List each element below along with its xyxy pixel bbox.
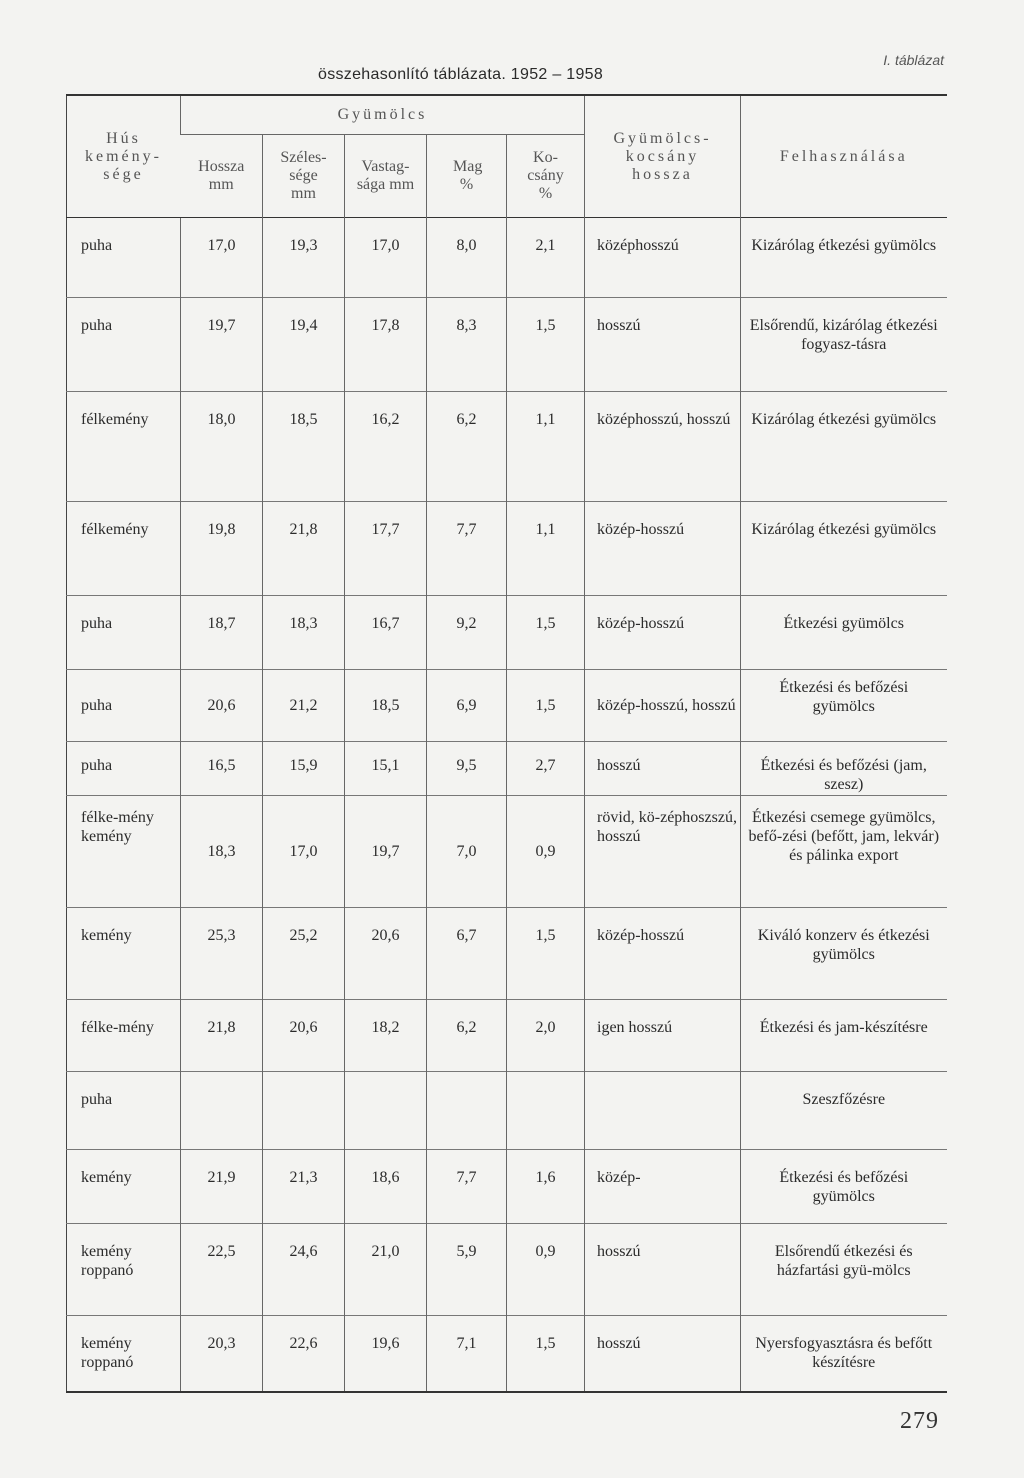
cell-szelessege: 19,4 bbox=[263, 298, 345, 392]
cell-kocsany: 0,9 bbox=[507, 1224, 585, 1316]
header-row-top bbox=[67, 95, 947, 135]
cell-kocsany: 0,9 bbox=[507, 796, 585, 908]
cell-vastagsaga: 18,6 bbox=[345, 1150, 427, 1224]
table-row bbox=[67, 670, 947, 742]
table-row bbox=[67, 1150, 947, 1224]
cell-vastagsaga bbox=[345, 1072, 427, 1150]
cell-hus: puha bbox=[67, 298, 181, 392]
cell-szelessege: 22,6 bbox=[263, 1316, 345, 1392]
cell-hus: kemény roppanó bbox=[67, 1316, 181, 1392]
comparison-table bbox=[66, 94, 947, 1393]
cell-vastagsaga: 19,6 bbox=[345, 1316, 427, 1392]
cell-hossza: 20,6 bbox=[181, 670, 263, 742]
cell-vastagsaga: 16,7 bbox=[345, 596, 427, 670]
cell-hossza: 18,3 bbox=[181, 796, 263, 908]
cell-mag: 6,7 bbox=[427, 908, 507, 1000]
cell-mag: 7,7 bbox=[427, 1150, 507, 1224]
col-header-szelessege-text: Széles-sége mm bbox=[280, 149, 327, 202]
table-row bbox=[67, 392, 947, 502]
cell-kocsany-hossza: hosszú bbox=[585, 1316, 741, 1392]
cell-kocsany-hossza: középhosszú, hosszú bbox=[585, 392, 741, 502]
cell-hus: kemény roppanó bbox=[67, 1224, 181, 1316]
cell-kocsany-hossza: igen hosszú bbox=[585, 1000, 741, 1072]
col-header-szelessege bbox=[263, 135, 345, 218]
col-header-vastagsaga-text: Vastag-sága mm bbox=[356, 158, 415, 193]
cell-felhasznalasa: Kizárólag étkezési gyümölcs bbox=[741, 502, 947, 596]
cell-kocsany-hossza: hosszú bbox=[585, 1224, 741, 1316]
cell-hossza: 16,5 bbox=[181, 742, 263, 796]
cell-vastagsaga: 17,0 bbox=[345, 218, 427, 298]
cell-hossza: 21,9 bbox=[181, 1150, 263, 1224]
col-header-kocsany-hossza bbox=[585, 95, 741, 218]
cell-szelessege: 24,6 bbox=[263, 1224, 345, 1316]
cell-szelessege bbox=[263, 1072, 345, 1150]
page-number: 279 bbox=[900, 1408, 939, 1434]
cell-kocsany-hossza bbox=[585, 1072, 741, 1150]
cell-hus: kemény bbox=[67, 1150, 181, 1224]
cell-mag: 7,7 bbox=[427, 502, 507, 596]
cell-vastagsaga: 19,7 bbox=[345, 796, 427, 908]
cell-hus: puha bbox=[67, 1072, 181, 1150]
cell-mag: 7,1 bbox=[427, 1316, 507, 1392]
cell-felhasznalasa: Étkezési csemege gyümölcs, befő-zési (befőtt, jam, lekvár) és pálinka export bbox=[741, 796, 947, 908]
cell-vastagsaga: 18,2 bbox=[345, 1000, 427, 1072]
cell-kocsany: 1,5 bbox=[507, 1316, 585, 1392]
cell-felhasznalasa: Étkezési és befőzési gyümölcs bbox=[741, 670, 947, 742]
table-row bbox=[67, 298, 947, 392]
cell-kocsany-hossza: hosszú bbox=[585, 742, 741, 796]
col-header-kocsany-hossza-text: Gyümölcs-kocsány hossza bbox=[613, 129, 712, 183]
col-header-hus bbox=[67, 95, 181, 218]
cell-kocsany-hossza: közép- bbox=[585, 1150, 741, 1224]
cell-szelessege: 19,3 bbox=[263, 218, 345, 298]
cell-kocsany-hossza: közép-hosszú, hosszú bbox=[585, 670, 741, 742]
cell-hossza: 25,3 bbox=[181, 908, 263, 1000]
cell-felhasznalasa: Elsőrendű, kizárólag étkezési fogyasz-tásra bbox=[741, 298, 947, 392]
cell-mag: 6,9 bbox=[427, 670, 507, 742]
col-header-hossza-text: Hossza mm bbox=[198, 158, 245, 193]
cell-hossza bbox=[181, 1072, 263, 1150]
cell-kocsany: 2,1 bbox=[507, 218, 585, 298]
cell-kocsany: 1,6 bbox=[507, 1150, 585, 1224]
cell-hossza: 19,8 bbox=[181, 502, 263, 596]
cell-felhasznalasa: Kiváló konzerv és étkezési gyümölcs bbox=[741, 908, 947, 1000]
col-header-felhasznalasa: Felhasználása bbox=[741, 95, 947, 218]
cell-felhasznalasa: Szeszfőzésre bbox=[741, 1072, 947, 1150]
page-title: összehasonlító táblázata. 1952 – 1958 bbox=[318, 66, 604, 83]
cell-szelessege: 18,5 bbox=[263, 392, 345, 502]
cell-szelessege: 25,2 bbox=[263, 908, 345, 1000]
cell-hossza: 18,0 bbox=[181, 392, 263, 502]
cell-hossza: 17,0 bbox=[181, 218, 263, 298]
table-row bbox=[67, 218, 947, 298]
cell-mag: 5,9 bbox=[427, 1224, 507, 1316]
cell-szelessege: 18,3 bbox=[263, 596, 345, 670]
cell-hus: puha bbox=[67, 742, 181, 796]
cell-kocsany: 1,5 bbox=[507, 670, 585, 742]
cell-hus: félkemény bbox=[67, 502, 181, 596]
cell-kocsany: 1,1 bbox=[507, 392, 585, 502]
cell-szelessege: 21,2 bbox=[263, 670, 345, 742]
col-header-hossza bbox=[181, 135, 263, 218]
cell-vastagsaga: 20,6 bbox=[345, 908, 427, 1000]
cell-felhasznalasa: Kizárólag étkezési gyümölcs bbox=[741, 392, 947, 502]
col-header-gyumolcs: Gyümölcs bbox=[181, 95, 585, 135]
table-row bbox=[67, 796, 947, 908]
cell-mag: 7,0 bbox=[427, 796, 507, 908]
cell-mag: 8,3 bbox=[427, 298, 507, 392]
table-row bbox=[67, 908, 947, 1000]
cell-kocsany-hossza: középhosszú bbox=[585, 218, 741, 298]
cell-felhasznalasa: Kizárólag étkezési gyümölcs bbox=[741, 218, 947, 298]
cell-mag: 6,2 bbox=[427, 392, 507, 502]
cell-felhasznalasa: Étkezési és befőzési (jam, szesz) bbox=[741, 742, 947, 796]
cell-hus: félkemény bbox=[67, 392, 181, 502]
cell-felhasznalasa: Étkezési és befőzési gyümölcs bbox=[741, 1150, 947, 1224]
cell-hus: félke-mény kemény bbox=[67, 796, 181, 908]
cell-hossza: 19,7 bbox=[181, 298, 263, 392]
cell-kocsany: 1,1 bbox=[507, 502, 585, 596]
cell-vastagsaga: 17,8 bbox=[345, 298, 427, 392]
cell-felhasznalasa: Elsőrendű étkezési és házfartási gyü-mölcs bbox=[741, 1224, 947, 1316]
cell-kocsany-hossza: közép-hosszú bbox=[585, 596, 741, 670]
cell-felhasznalasa: Nyersfogyasztásra és befőtt készítésre bbox=[741, 1316, 947, 1392]
cell-hus: kemény bbox=[67, 908, 181, 1000]
cell-hus: puha bbox=[67, 218, 181, 298]
cell-kocsany-hossza: közép-hosszú bbox=[585, 502, 741, 596]
cell-kocsany: 1,5 bbox=[507, 298, 585, 392]
col-header-kocsany bbox=[507, 135, 585, 218]
col-header-mag bbox=[427, 135, 507, 218]
cell-kocsany-hossza: rövid, kö-zéphoszszú, hosszú bbox=[585, 796, 741, 908]
cell-vastagsaga: 18,5 bbox=[345, 670, 427, 742]
cell-vastagsaga: 16,2 bbox=[345, 392, 427, 502]
table-row bbox=[67, 1224, 947, 1316]
table-row bbox=[67, 596, 947, 670]
col-header-mag-text: Mag % bbox=[453, 158, 483, 193]
cell-hossza: 18,7 bbox=[181, 596, 263, 670]
cell-hossza: 22,5 bbox=[181, 1224, 263, 1316]
cell-szelessege: 15,9 bbox=[263, 742, 345, 796]
cell-mag: 9,2 bbox=[427, 596, 507, 670]
cell-vastagsaga: 15,1 bbox=[345, 742, 427, 796]
cell-vastagsaga: 17,7 bbox=[345, 502, 427, 596]
table-row bbox=[67, 1072, 947, 1150]
cell-hus: félke-mény bbox=[67, 1000, 181, 1072]
cell-szelessege: 21,8 bbox=[263, 502, 345, 596]
table-row bbox=[67, 1000, 947, 1072]
cell-hus: puha bbox=[67, 596, 181, 670]
col-header-kocsany-text: Ko-csány % bbox=[527, 149, 564, 202]
cell-mag: 6,2 bbox=[427, 1000, 507, 1072]
cell-kocsany: 1,5 bbox=[507, 908, 585, 1000]
table-row bbox=[67, 502, 947, 596]
cell-hossza: 21,8 bbox=[181, 1000, 263, 1072]
cell-kocsany: 1,5 bbox=[507, 596, 585, 670]
cell-felhasznalasa: Étkezési gyümölcs bbox=[741, 596, 947, 670]
cell-kocsany-hossza: hosszú bbox=[585, 298, 741, 392]
cell-mag: 8,0 bbox=[427, 218, 507, 298]
cell-mag: 9,5 bbox=[427, 742, 507, 796]
col-header-hus-text: Hús kemény-sége bbox=[85, 129, 162, 183]
cell-mag bbox=[427, 1072, 507, 1150]
cell-kocsany: 2,0 bbox=[507, 1000, 585, 1072]
table-row bbox=[67, 1316, 947, 1392]
cell-vastagsaga: 21,0 bbox=[345, 1224, 427, 1316]
cell-szelessege: 21,3 bbox=[263, 1150, 345, 1224]
col-header-vastagsaga bbox=[345, 135, 427, 218]
table-label: I. táblázat bbox=[883, 52, 944, 68]
cell-felhasznalasa: Étkezési és jam-készítésre bbox=[741, 1000, 947, 1072]
cell-szelessege: 17,0 bbox=[263, 796, 345, 908]
cell-kocsany-hossza: közép-hosszú bbox=[585, 908, 741, 1000]
table-row bbox=[67, 742, 947, 796]
cell-kocsany bbox=[507, 1072, 585, 1150]
cell-hus: puha bbox=[67, 670, 181, 742]
cell-hossza: 20,3 bbox=[181, 1316, 263, 1392]
cell-kocsany: 2,7 bbox=[507, 742, 585, 796]
cell-szelessege: 20,6 bbox=[263, 1000, 345, 1072]
